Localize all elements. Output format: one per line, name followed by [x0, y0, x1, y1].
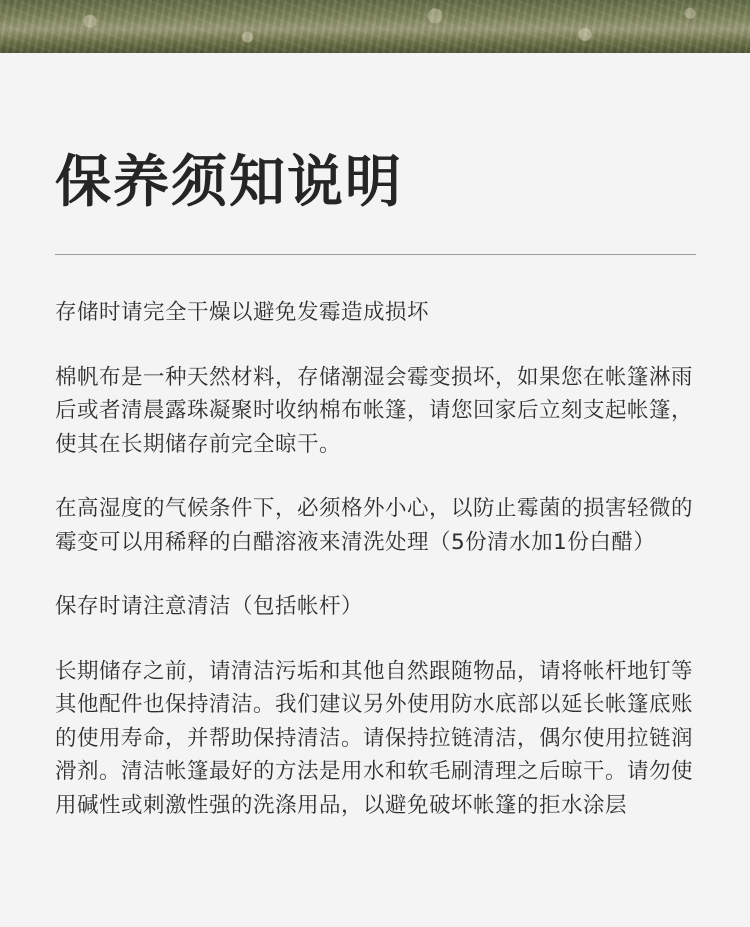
- paragraph-dry-storage-heading: 存储时请完全干燥以避免发霉造成损坏: [55, 300, 430, 325]
- title-divider: [55, 254, 696, 255]
- paragraph-canvas-moisture: 棉帆布是一种天然材料，存储潮湿会霉变损坏，如果您在帐篷淋雨后或者清晨露珠凝聚时收纳棉布帐篷，请您回家后立刻支起帐篷，使其在长期储存前完全晾干。: [55, 364, 694, 457]
- header-photo-strip: [0, 0, 750, 53]
- paragraph-cleanliness-heading: 保存时请注意清洁（包括帐杆）: [55, 594, 364, 619]
- care-instructions-body: [55, 296, 700, 853]
- paragraph-humidity-mold: 在高湿度的气候条件下，必须格外小心，以防止霉菌的损害轻微的霉变可以用稀释的白醋溶液来清洗处理（5份清水加1份白醋）: [55, 496, 694, 555]
- page-title: 保养须知说明: [55, 150, 403, 215]
- paragraph-cleaning-details: 长期储存之前，请清洁污垢和其他自然跟随物品，请将帐杆地钉等其他配件也保持清洁。我们建议另外使用防水底部以延长帐篷底账的使用寿命，并帮助保持清洁。请保持拉链清洁，偶尔使用拉链润滑剂。清洁帐篷最好的方法是用水和软毛刷清理之后晾干。请勿使用碱性或刺激性强的洗涤用品，以避免破坏帐篷的拒水涂层: [55, 658, 694, 818]
